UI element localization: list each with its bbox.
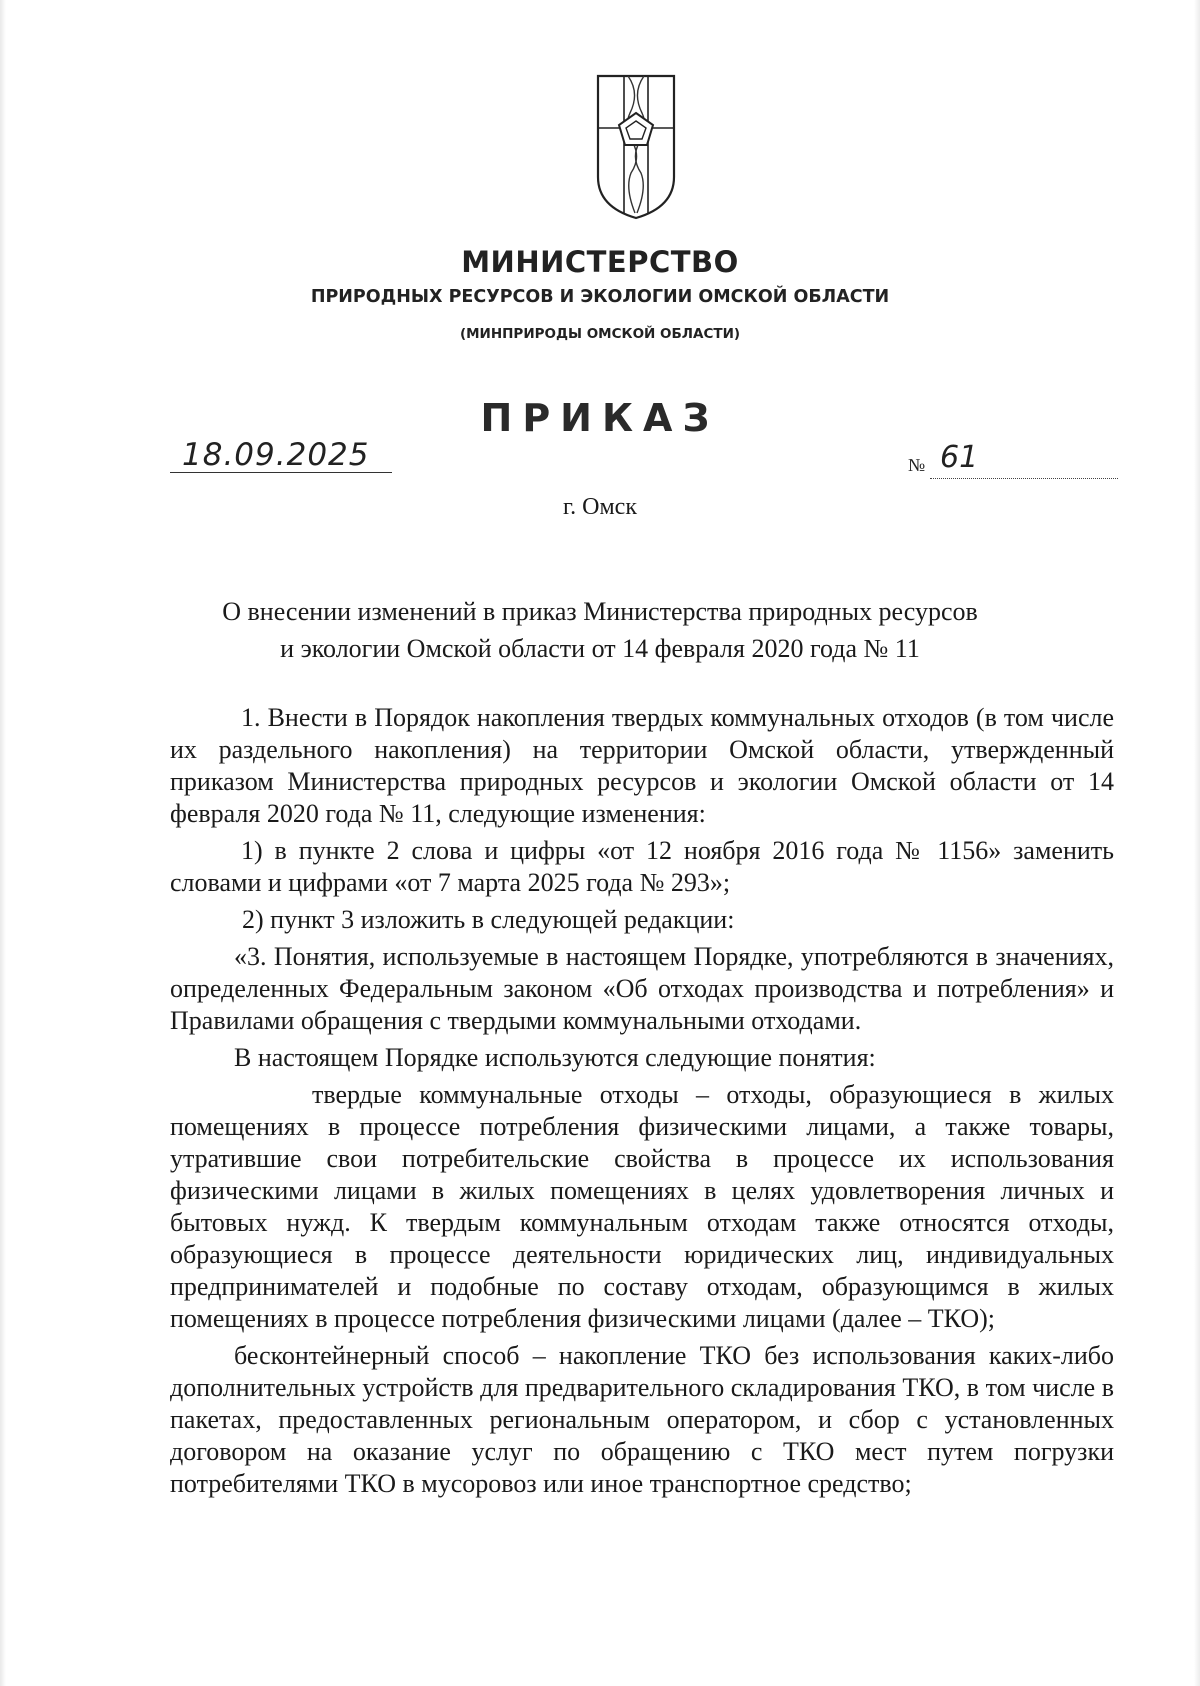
paragraph-5: В настоящем Порядке используются следующие понятия:: [234, 1043, 876, 1072]
paragraph-7: бесконтейнерный способ – накопление ТКО без использования каких-либо дополнительных устройств для предварительного складирования ТКО, в том числе в пакетах, предоставленных региональным оператором, и сбор с установленных договором на оказание услуг по обращению с ТКО мест путем погрузки потребителями ТКО в мусоровоз или иное транспортное средство;: [170, 1341, 1114, 1498]
paragraph-1: 1. Внести в Порядок накопления твердых коммунальных отходов (в том числе их раздельного накопления) на территории Омской области, утвержденный приказом Министерства природных ресурсов и экологии Омской области от 14 февраля 2020 года № 11, следующие изменения:: [170, 703, 1114, 828]
document-number: 61: [940, 440, 979, 475]
coat-of-arms-icon: [595, 73, 677, 221]
subject-line-2: и экологии Омской области от 14 февраля 2020 года № 11: [280, 634, 920, 663]
number-label: №: [908, 455, 926, 475]
paragraph-3: 2) пункт 3 изложить в следующей редакции:: [242, 905, 735, 934]
paragraph-6: твердые коммунальные отходы – отходы, образующиеся в жилых помещениях в процессе потребления физическими лицами, а также товары, утратившие свои потребительские свойства в процессе их использования физическими лицами в жилых помещениях в целях удовлетворения личных и бытовых нужд. К твердым коммунальным отходам также относятся отходы, образующиеся в процессе деятельности юридических лиц, индивидуальных предпринимателей и подобные по составу отходам, образующимся в жилых помещениях в процессе потребления физическими лицами (далее – ТКО);: [170, 1080, 1114, 1333]
paragraph-2: 1) в пункте 2 слова и цифры «от 12 ноября 2016 года № 1156» заменить словами и цифрами «от 7 марта 2025 года № 293»;: [170, 836, 1114, 897]
number-underline: [930, 478, 1118, 479]
document-subject: [0, 593, 1200, 667]
ministry-subtitle: ПРИРОДНЫХ РЕСУРСОВ И ЭКОЛОГИИ ОМСКОЙ ОБЛАСТИ: [310, 287, 890, 307]
date-underline: [170, 472, 392, 473]
ministry-short-name: (МИНПРИРОДЫ ОМСКОЙ ОБЛАСТИ): [459, 326, 741, 342]
subject-line-1: О внесении изменений в приказ Министерства природных ресурсов: [222, 597, 978, 626]
document-type-title: ПРИКАЗ: [480, 396, 720, 440]
document-city: г. Омск: [563, 494, 637, 520]
ministry-title: МИНИСТЕРСТВО: [461, 245, 739, 279]
paragraph-4: «3. Понятия, используемые в настоящем Порядке, употребляются в значениях, определенных Федеральным законом «Об отходах производства и потребления» и Правилами обращения с твердыми коммунальными отходами.: [170, 942, 1114, 1035]
document-body: [170, 702, 1114, 1505]
document-date: 18.09.2025: [182, 437, 370, 473]
